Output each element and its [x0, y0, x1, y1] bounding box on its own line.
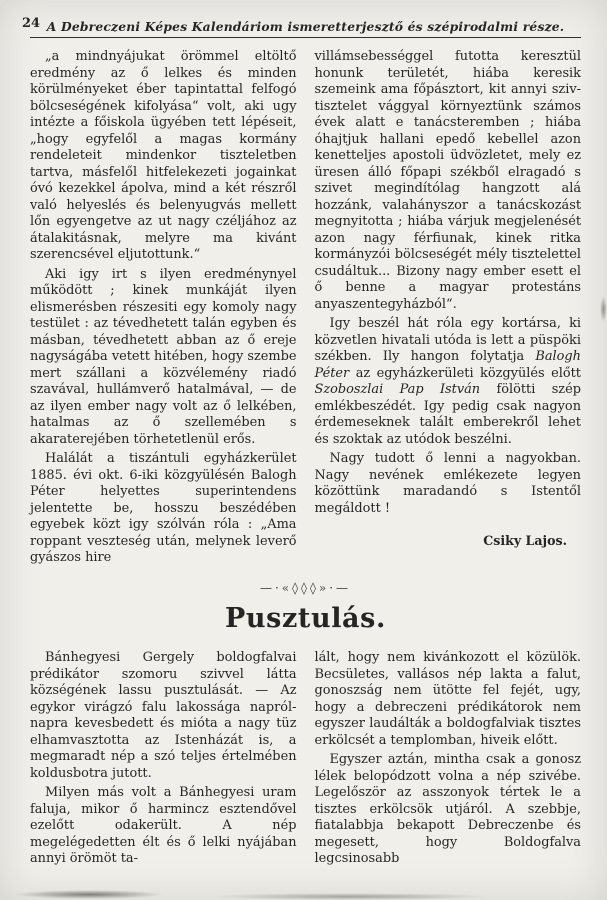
header-rule [30, 37, 581, 38]
article-1-right-column [315, 49, 582, 567]
scan-smudge-artifact [210, 893, 490, 900]
article-title: Pusztulás. [225, 602, 386, 634]
article-1-columns [30, 49, 581, 567]
article-2-left-column [30, 650, 297, 868]
paragraph [315, 316, 582, 448]
paragraph: Egyszer aztán, mintha csak a gonosz lélek belopódzott volna a nép szivébe. Legelőször az asszonyok tértek le a tisztes erkölcsök utjáról. A szebbje, fiatalabbja bekapott Debreczenbe és megesett, hogy Boldogfalva legcsinosabb [314, 752, 581, 867]
paragraph: lált, hogy nem kivánkozott el közülök. Becsületes, vallásos nép lakta a falut, gonoszság nem ütötte fel fejét, ugy, hogy a debreczeni prédikátorok nem egyszer laudálták a boldogfalviak tisztes erkölcsét a templomban, hiveik előtt. [314, 649, 581, 748]
paragraph: villámsebességgel futotta keresztül honunk területét, hiába keresik szemeink ama főpásztort, kit annyi sziv-tisztelet vággyal környeztünk számos évek alatt e tanácsteremben ; hiába óhajtjuk hallani epedő kebellel azon kenetteljes apostoli üdvözletet, mely ez üresen álló főpapi székből elragadó s szivet megindítólag hangzott alá hozzánk, valahányszor a tanácskozást megnyitotta ; hiába várjuk megjelenését azon nagy férfiunak, kinek ritka kormányzói bölcseségét mély tisztelettel csudáltuk... Bizony nagy ember esett el ő benne a magyar protestáns anyaszentegyházból“. [314, 49, 581, 312]
article-1-left-column [30, 49, 297, 567]
paragraph-text: az egyházkerületi közgyülés előtt [349, 365, 581, 381]
paragraph: Bánhegyesi Gergely boldogfalvai prédikátor szomoru szivvel látta községének lassu pusztulását. — Az egykor virágzó falu lakossága napról-napra kevesbedett és mióta a nagy tüz elhamvasztotta az Istenházát is, a megmaradt nép a szó teljes értelmében koldusbotra jutott. [30, 649, 297, 781]
scan-smudge-artifact [600, 296, 607, 322]
paragraph: Milyen más volt a Bánhegyesi uram faluja, mikor ő harmincz esztendővel ezelőtt odakerült. A nép megelégedetten élt és ő lelki nyájában annyi örömöt ta- [30, 785, 297, 867]
paragraph: Aki igy irt s ilyen eredménynyel működött ; kinek munkáját ilyen elismerésben részesiti egy komoly nagy testület : az tévedhetett talán egyben és másban, tévedhetett abban az ő ereje nagyságába vetett hitében, hogy szembe mert szállani a közvélemény riadó szavával, hullámverő hatalmával, — de az ilyen ember nagy volt az ő lelkében, hatalmas az ő szellemében s akaraterejében törhetetlenül erős. [30, 266, 297, 447]
paragraph: „a mindnyájukat örömmel eltöltő eredmény az ő lelkes és minden körülményeket éber tapintattal felfogó bölcseségének kifolyása“ volt, aki ugy intézte a főiskola ügyében tett lépéseit, „hogy egyfelől a magas kormány rendeleteit mindenkor tiszteletben tartva, másfelől hitfelekezeti jogainkat óvó kezekkel ápolva, mind a két részről való helyeslés és belenyugvás mellett lőn egyengetve az ut nagy czéljához az átalakitásnak, melyre ma kivánt szerencsével eljutottunk.“ [30, 49, 297, 263]
person-name-italic: Szoboszlai Pap István [314, 382, 481, 398]
page-number: 24 [22, 16, 41, 31]
author-signature: Csiky Lajos. [483, 533, 567, 549]
page-header [22, 16, 581, 34]
section-divider-ornament: —·«◊◊◊»·— [259, 580, 352, 595]
paragraph-text: Igy beszél hát róla egy kortársa, ki közvetlen hivatali utóda is lett a püspöki székben. Ily hangon folytatja [314, 316, 581, 365]
running-title: A Debreczeni Képes Kalendáriom ismeretterjesztő és szépirodalmi része. [46, 19, 565, 34]
article-2-columns [30, 650, 581, 868]
paragraph: Halálát a tiszántuli egyházkerület 1885. évi okt. 6-iki közgyülésén Balogh Péter helyettes superintendens jelentette be, hosszu beszédében egyebek közt igy szólván róla : „Ama roppant veszteség után, melynek leverő gyászos hire [30, 451, 297, 566]
scan-smudge-artifact [14, 890, 164, 899]
paragraph: Nagy tudott ő lenni a nagyokban. Nagy nevének emlékezete legyen közöttünk maradandó s Istentől megáldott ! [314, 451, 581, 516]
article-2-right-column [315, 650, 582, 868]
paragraph-text: fölötti szép emlékbeszédét. Igy pedig csak nagyon érdemeseknek talált emberekről lehet és szoktak az utódok beszélni. [314, 382, 581, 447]
person-name-italic: Balogh Péter [314, 349, 581, 381]
